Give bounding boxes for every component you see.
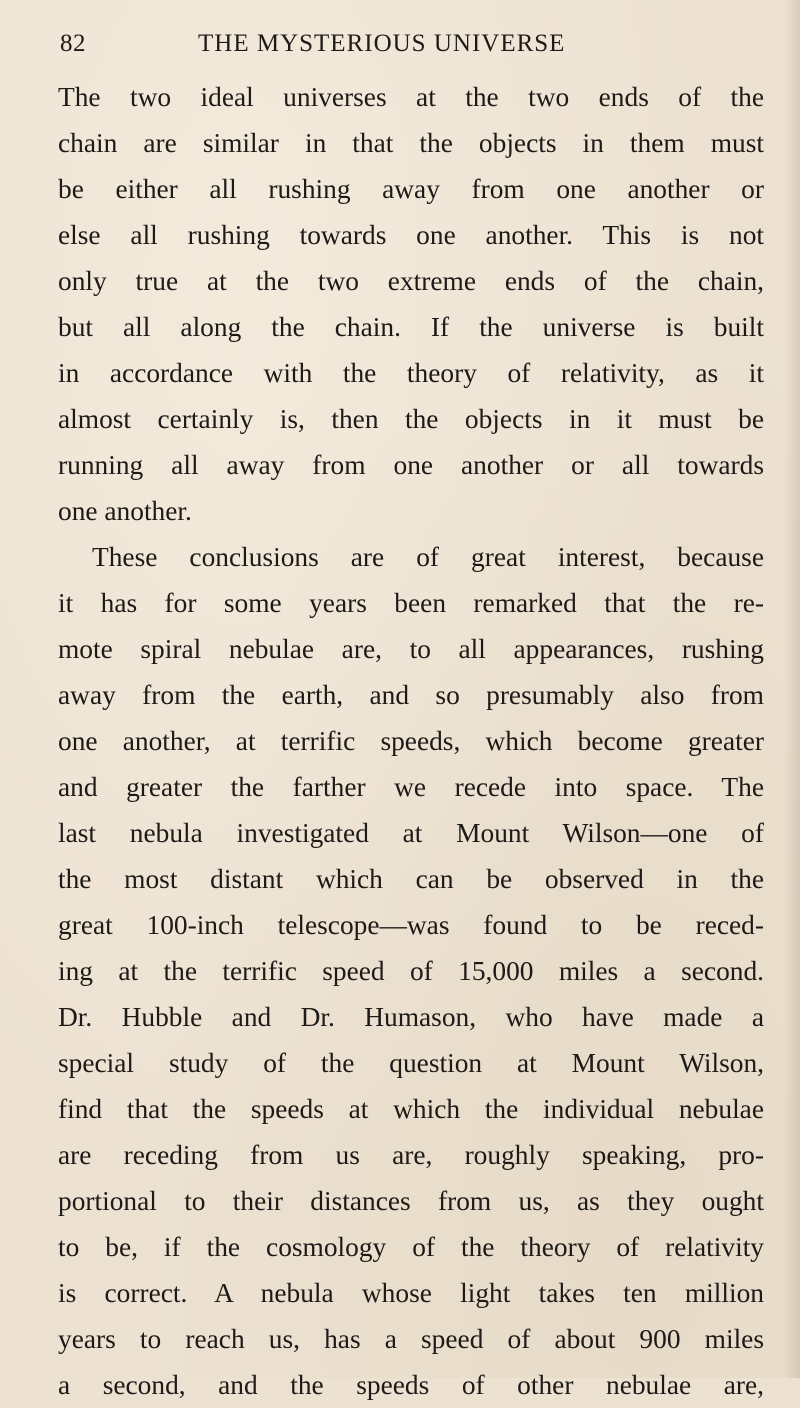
text-line: The two ideal universes at the two ends of the [58, 82, 764, 112]
text-line: These conclusions are of great interest, because [92, 542, 764, 572]
text-line: running all away from one another or all towards [58, 450, 764, 480]
text-line: be either all rushing away from one another or [58, 174, 764, 204]
text-line: portional to their distances from us, as they ought [58, 1186, 764, 1216]
text-line: mote spiral nebulae are, to all appearances, rushing [58, 634, 764, 664]
text-line: one another. [58, 496, 192, 526]
text-line: in accordance with the theory of relativity, as it [58, 358, 764, 388]
page-edge-shadow [784, 0, 800, 1378]
text-line: almost certainly is, then the objects in it must be [58, 404, 764, 434]
running-head [60, 30, 740, 66]
paragraph-1 [58, 74, 764, 534]
text-line: the most distant which can be observed in the [58, 864, 764, 894]
text-line: years to reach us, has a speed of about 900 miles [58, 1324, 764, 1354]
text-line: are receding from us are, roughly speaking, pro- [58, 1140, 764, 1170]
text-line: it has for some years been remarked that the re- [58, 588, 764, 618]
text-line: great 100-inch telescope—was found to be reced- [58, 910, 764, 940]
body-text [58, 74, 764, 1408]
text-line: Dr. Hubble and Dr. Humason, who have made a [58, 1002, 764, 1032]
text-line: else all rushing towards one another. This is not [58, 220, 764, 250]
running-title: THE MYSTERIOUS UNIVERSE [198, 30, 566, 57]
text-line: special study of the question at Mount Wilson, [58, 1048, 764, 1078]
paragraph-2 [58, 534, 764, 1408]
text-line: and greater the farther we recede into space. The [58, 772, 764, 802]
text-line: last nebula investigated at Mount Wilson—one of [58, 818, 764, 848]
text-line: ing at the terrific speed of 15,000 miles a second. [58, 956, 764, 986]
text-line: one another, at terrific speeds, which become greater [58, 726, 764, 756]
text-line: away from the earth, and so presumably also from [58, 680, 764, 710]
text-line: is correct. A nebula whose light takes ten million [58, 1278, 764, 1308]
page-number: 82 [60, 30, 86, 57]
text-line: but all along the chain. If the universe is built [58, 312, 764, 342]
text-line: only true at the two extreme ends of the chain, [58, 266, 764, 296]
text-line: chain are similar in that the objects in them must [58, 128, 764, 158]
text-line: find that the speeds at which the individual nebulae [58, 1094, 764, 1124]
text-line: to be, if the cosmology of the theory of relativity [58, 1232, 764, 1262]
text-line: a second, and the speeds of other nebulae are, [58, 1370, 764, 1400]
